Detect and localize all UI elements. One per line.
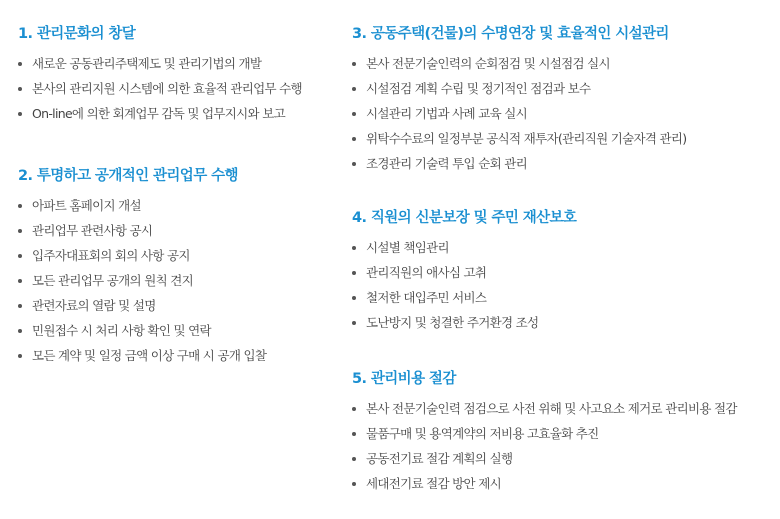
section-culture — [18, 24, 302, 130]
bullet-icon — [352, 87, 356, 91]
bullet-icon — [18, 112, 22, 116]
section-facility-management — [352, 24, 686, 180]
item-text: 철저한 대입주민 서비스 — [366, 290, 487, 305]
item-text: 민원접수 시 처리 사항 확인 및 연락 — [32, 323, 211, 338]
bullet-icon — [352, 112, 356, 116]
list-item — [352, 289, 576, 314]
item-text: 시설점검 계획 수립 및 정기적인 점검과 보수 — [366, 81, 591, 96]
list-item — [352, 130, 686, 155]
section-title: 5. 관리비용 절감 — [352, 371, 456, 387]
item-text: 시설관리 기법과 사례 교육 실시 — [366, 106, 527, 121]
list-item — [18, 322, 266, 347]
bullet-icon — [352, 162, 356, 166]
bullet-icon — [352, 62, 356, 66]
bullet-icon — [18, 254, 22, 258]
section-title: 2. 투명하고 공개적인 관리업무 수행 — [18, 168, 238, 184]
list-item — [18, 55, 302, 80]
list-item — [352, 400, 737, 425]
item-text: 공동전기료 절감 계획의 실행 — [366, 451, 513, 466]
list-item — [352, 105, 686, 130]
list-item — [352, 55, 686, 80]
list-item — [352, 314, 576, 339]
item-text: 위탁수수료의 일정부분 공식적 재투자(관리직원 기술자격 관리) — [366, 131, 687, 146]
section-title: 1. 관리문화의 창달 — [18, 26, 136, 42]
list-item — [352, 450, 737, 475]
item-text: 새로운 공동관리주택제도 및 관리기법의 개발 — [32, 56, 262, 71]
list-item — [18, 347, 266, 372]
section-title: 4. 직원의 신분보장 및 주민 재산보호 — [352, 210, 577, 226]
bullet-icon — [18, 354, 22, 358]
bullet-icon — [352, 457, 356, 461]
section-transparency — [18, 166, 266, 372]
item-list — [352, 400, 737, 500]
item-text: 도난방지 및 청결한 주거환경 조성 — [366, 315, 539, 330]
item-text: 관리직원의 애사심 고취 — [366, 265, 487, 280]
item-text: 시설별 책임관리 — [366, 240, 449, 255]
item-text: 아파트 홈페이지 개설 — [32, 198, 141, 213]
item-list — [352, 55, 686, 180]
item-text: 관련자료의 열람 및 설명 — [32, 298, 156, 313]
list-item — [352, 239, 576, 264]
item-text: 본사의 관리지원 시스템에 의한 효율적 관리업무 수행 — [32, 81, 302, 96]
list-item — [18, 297, 266, 322]
item-text: 모든 계약 및 일정 금액 이상 구매 시 공개 입찰 — [32, 348, 267, 363]
item-text: 세대전기료 절감 방안 제시 — [366, 476, 501, 491]
list-item — [18, 272, 266, 297]
bullet-icon — [18, 62, 22, 66]
item-text: On-line에 의한 회계업무 감독 및 업무지시와 보고 — [32, 106, 285, 121]
item-text: 본사 전문기술인력의 순회점검 및 시설점검 실시 — [366, 56, 610, 71]
list-item — [352, 425, 737, 450]
bullet-icon — [18, 279, 22, 283]
bullet-icon — [352, 407, 356, 411]
item-text: 물품구매 및 용역계약의 저비용 고효율화 추진 — [366, 426, 599, 441]
bullet-icon — [18, 87, 22, 91]
item-text: 모든 관리업무 공개의 원칙 견지 — [32, 273, 193, 288]
item-text: 입주자대표회의 회의 사항 공지 — [32, 248, 190, 263]
item-list — [18, 55, 302, 130]
list-item — [352, 80, 686, 105]
bullet-icon — [352, 246, 356, 250]
section-staff-and-property — [352, 208, 576, 339]
list-item — [352, 155, 686, 180]
section-title: 3. 공동주택(건물)의 수명연장 및 효율적인 시설관리 — [352, 26, 669, 42]
section-cost-reduction — [352, 369, 737, 500]
bullet-icon — [18, 204, 22, 208]
bullet-icon — [18, 329, 22, 333]
list-item — [18, 222, 266, 247]
list-item — [18, 105, 302, 130]
item-list — [352, 239, 576, 339]
bullet-icon — [18, 229, 22, 233]
bullet-icon — [18, 304, 22, 308]
list-item — [352, 475, 737, 500]
item-list — [18, 197, 266, 372]
list-item — [352, 264, 576, 289]
bullet-icon — [352, 271, 356, 275]
bullet-icon — [352, 137, 356, 141]
list-item — [18, 197, 266, 222]
item-text: 관리업무 관련사항 공시 — [32, 223, 153, 238]
list-item — [18, 80, 302, 105]
list-item — [18, 247, 266, 272]
bullet-icon — [352, 432, 356, 436]
bullet-icon — [352, 482, 356, 486]
item-text: 본사 전문기술인력 점검으로 사전 위해 및 사고요소 제거로 관리비용 절감 — [366, 401, 737, 416]
item-text: 조경관리 기술력 투입 순회 관리 — [366, 156, 527, 171]
bullet-icon — [352, 296, 356, 300]
bullet-icon — [352, 321, 356, 325]
